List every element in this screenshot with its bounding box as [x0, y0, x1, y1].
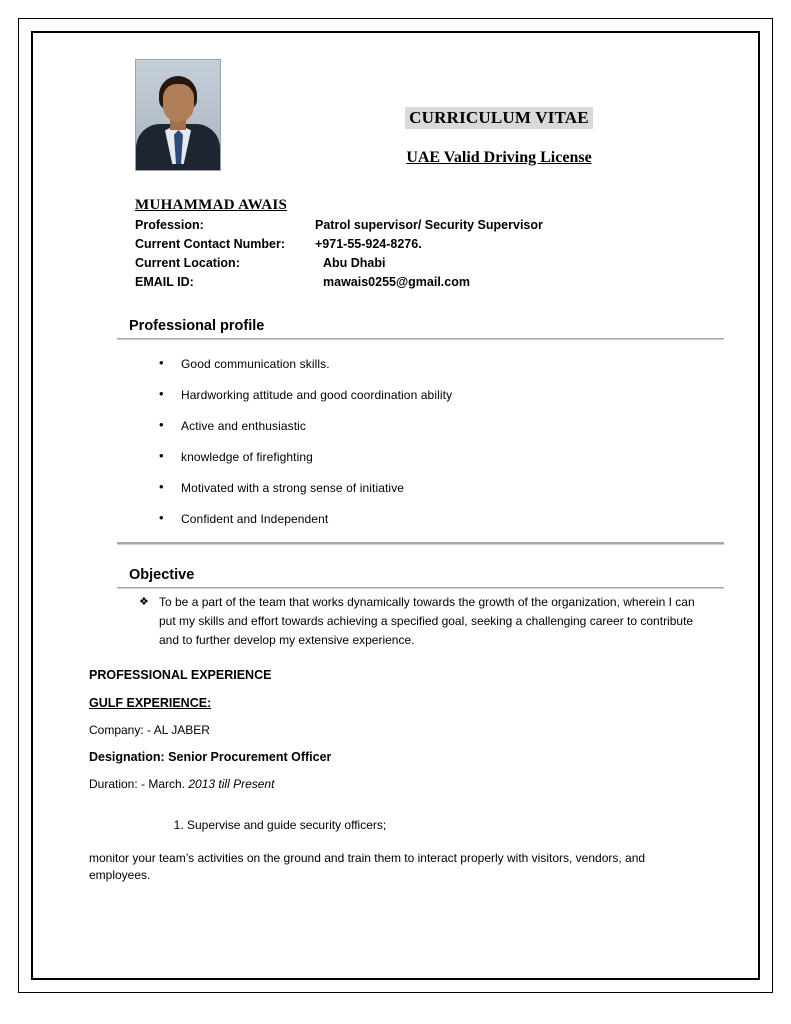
profile-bottom-rule	[117, 542, 724, 545]
experience-duration	[89, 777, 724, 791]
experience-company: Company: - AL JABER	[89, 723, 210, 737]
photo-face-shape	[163, 84, 194, 122]
objective-heading: Objective	[129, 567, 195, 583]
gulf-experience-heading: GULF EXPERIENCE:	[89, 696, 212, 710]
section-objective	[117, 567, 724, 650]
document-body	[33, 33, 758, 978]
portrait-photo	[135, 59, 221, 171]
list-item: • Good communication skills.	[181, 356, 724, 372]
candidate-name: MUHAMMAD AWAIS	[135, 197, 288, 213]
contact-label-phone: Current Contact Number:	[135, 237, 286, 251]
experience-duration-value: 2013 till Present	[188, 777, 275, 791]
list-item: 1. Supervise and guide security officers;	[187, 817, 724, 834]
document-title: CURRICULUM VITAE	[405, 107, 593, 129]
experience-designation: Designation: Senior Procurement Officer	[89, 750, 332, 764]
profile-bullet-list	[117, 356, 724, 527]
document-subtitle: UAE Valid Driving License	[406, 149, 592, 166]
contact-row-phone	[135, 235, 724, 254]
contact-value-location: Abu Dhabi	[323, 256, 386, 270]
experience-duty-list	[89, 817, 724, 834]
objective-heading-rule	[117, 587, 724, 589]
page-inner-border	[31, 31, 760, 980]
list-item: • Confident and Independent	[181, 511, 724, 527]
contact-row-profession	[135, 216, 724, 235]
experience-paragraph: monitor your team’s activities on the ground and train them to interact properly with visitors, vendors, and employees.	[89, 851, 646, 882]
contact-label-profession: Profession:	[135, 218, 204, 232]
section-professional-experience	[89, 668, 724, 884]
contact-value-phone: +971-55-924-8276.	[315, 237, 422, 251]
objective-text: ❖ To be a part of the team that works dynamically towards the growth of the organization, wherein I can put my skills and effort towards achieving a specified goal, seeking a challenging career to contribute and to further develop my extensive experience.	[159, 593, 702, 650]
section-professional-profile	[117, 318, 724, 545]
contact-row-location	[135, 254, 724, 273]
contact-label-email: EMAIL ID:	[135, 275, 194, 289]
contact-label-location: Current Location:	[135, 256, 240, 270]
experience-duration-label: Duration: - March.	[89, 777, 186, 791]
objective-list	[117, 593, 724, 650]
list-item: • knowledge of firefighting	[181, 449, 724, 465]
title-block	[289, 107, 709, 167]
page-outer-border	[18, 18, 773, 993]
contact-value-email: mawais0255@gmail.com	[323, 275, 470, 289]
list-item: • Active and enthusiastic	[181, 418, 724, 434]
contact-details	[135, 216, 724, 292]
profile-heading: Professional profile	[129, 318, 265, 334]
experience-heading: PROFESSIONAL EXPERIENCE	[89, 668, 272, 682]
contact-value-profession: Patrol supervisor/ Security Supervisor	[315, 218, 543, 232]
list-item: • Motivated with a strong sense of initiative	[181, 480, 724, 496]
document-header	[89, 51, 724, 191]
contact-row-email	[135, 273, 724, 292]
list-item: • Hardworking attitude and good coordination ability	[181, 387, 724, 403]
profile-heading-rule	[117, 338, 724, 340]
